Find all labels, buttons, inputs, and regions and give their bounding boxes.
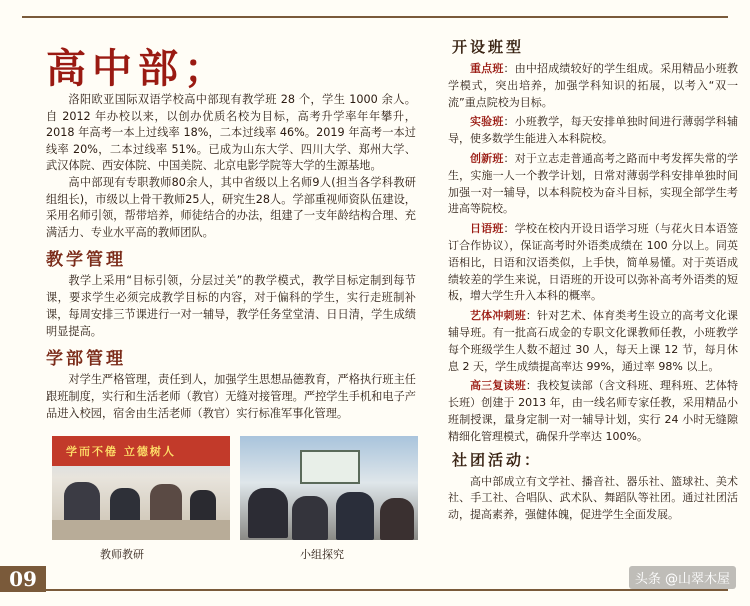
photo-banner-text: 学而不倦 立德树人 bbox=[66, 445, 176, 458]
class-keyword: 创新班 bbox=[470, 151, 504, 165]
caption-group-study: 小组探究 bbox=[300, 548, 344, 561]
student-paragraph: 对学生严格管理，责任到人，加强学生思想品德教育，严格执行班主任跟班制度，实行和生活老师（教官）无缝对接管理。严控学生手机和电子产品进入校园，宿舍由生活老师（教官）实行标准军事化管理。 bbox=[46, 373, 416, 421]
clubs-paragraph: 高中部成立有文学社、播音社、器乐社、篮球社、美术社、手工社、合唱队、武术队、舞蹈队等社团。通过社团活动，提高素养，强健体魄，促进学生全面发展。 bbox=[448, 474, 738, 522]
left-column bbox=[46, 45, 416, 422]
person-shape bbox=[336, 492, 374, 540]
class-item bbox=[448, 114, 738, 148]
page-title: 高中部； bbox=[46, 45, 230, 92]
class-text: ：我校复读部（含文科班、理科班、艺体特长班）创建于 2013 年，由一线名师专家任教，采用精品小班制授课，量身定制一对一辅导计划，实行 24 小时无缝隙精细化管理模式，确保升学率达 100%。 bbox=[448, 379, 739, 443]
photo-row bbox=[52, 436, 418, 540]
intro-paragraph-1: 洛阳欧亚国际双语学校高中部现有教学班 28 个，学生 1000 余人。自 2012 年办校以来，以创办优质名校为目标，高考升学率年年攀升，2018 年高考一本上过线率 18%，二本过线率 46%。2019 年高考一本过线率 20%，二本过线率 51%。已成为山东大学、四川大学、郑州大学、武汉体院、西安体院、中国美院、北京电影学院等大学的生源基地。 bbox=[46, 93, 416, 173]
group-study-photo bbox=[240, 436, 418, 540]
class-types-heading: 开设班型 bbox=[452, 38, 525, 56]
class-keyword: 高三复读班 bbox=[470, 379, 526, 393]
student-heading: 学部管理 bbox=[46, 349, 126, 370]
person-shape bbox=[380, 498, 414, 540]
teaching-heading: 教学管理 bbox=[46, 250, 126, 271]
blackboard-shape bbox=[300, 450, 360, 484]
top-rule bbox=[22, 16, 728, 18]
class-text: ：小班教学，每天安排单独时间进行薄弱学科辅导，使多数学生能进入本科院校。 bbox=[448, 115, 739, 146]
class-text: ：针对艺术、体育类考生设立的高考文化课辅导班。有一批高石成金的专职文化课教师任教，小班教学每个班级学生人数不超过 30 人，每天上课 12 节，每月休息 2 天，学生成绩提高率达 99%，通过率 98% 以上。 bbox=[448, 309, 739, 373]
teaching-paragraph: 教学上采用“目标引领，分层过关”的教学模式，教学目标定制到每节课，要求学生必须完成教学目标的内容，对于偏科的学生，实行走班制补课，每周安排三节课进行一对一辅导，教学任务堂堂清、日日清，学生成绩明显提高。 bbox=[46, 274, 416, 339]
class-item bbox=[448, 151, 738, 218]
class-text: ：学校在校内开设日语学习班（与花火日本语签订合作协议），保证高考时外语类成绩在 100 分以上。同英语相比，日语和汉语类似，上手快，简单易懂。对于英语成绩较差的学生来说，日语班的开设可以弥补高考外语类的短板，增大学生升入本科的概率。 bbox=[448, 222, 739, 303]
class-item bbox=[448, 378, 738, 445]
class-keyword: 日语班 bbox=[470, 222, 504, 236]
person-shape bbox=[248, 488, 288, 538]
floor-shape bbox=[52, 520, 230, 540]
class-item bbox=[448, 308, 738, 375]
clubs-heading: 社团活动： bbox=[452, 450, 543, 469]
class-keyword: 艺体冲刺班 bbox=[470, 309, 526, 323]
class-keyword: 实验班 bbox=[470, 115, 504, 129]
class-text: ：对于立志走普通高考之路而中考发挥失常的学生，实施一人一个教学计划，日常对薄弱学科安排单独时间加强一对一辅导，以本科院校为奋斗目标，实现全部学生考进高等院校。 bbox=[448, 151, 739, 216]
bottom-rule bbox=[46, 589, 728, 591]
right-column bbox=[448, 36, 738, 527]
teacher-research-photo bbox=[52, 436, 230, 540]
class-keyword: 重点班 bbox=[470, 62, 504, 75]
class-item bbox=[448, 221, 738, 305]
class-item bbox=[448, 61, 738, 111]
person-shape bbox=[292, 496, 328, 540]
intro-paragraph-2: 高中部现有专职教师80余人，其中省级以上名师9人(担当各学科教研组组长)，市级以上骨干教师25人，研究生28人。学部重视师资队伍建设，采用名师引领，帮带培养，师徒结合的办法，组建了一支年龄结构合理、充满活力、专业水平高的教师团队。 bbox=[46, 175, 416, 239]
watermark-text: 头条 @山翠木屋 bbox=[629, 566, 736, 589]
page-number: 09 bbox=[0, 566, 46, 592]
caption-teacher-research: 教师教研 bbox=[100, 548, 144, 561]
class-text: ：由中招成绩较好的学生组成。采用精品小班教学模式，突出培养，加强学科知识的拓展，以考入“双一流”重点院校为目标。 bbox=[448, 62, 739, 109]
banner-shape bbox=[52, 436, 230, 466]
